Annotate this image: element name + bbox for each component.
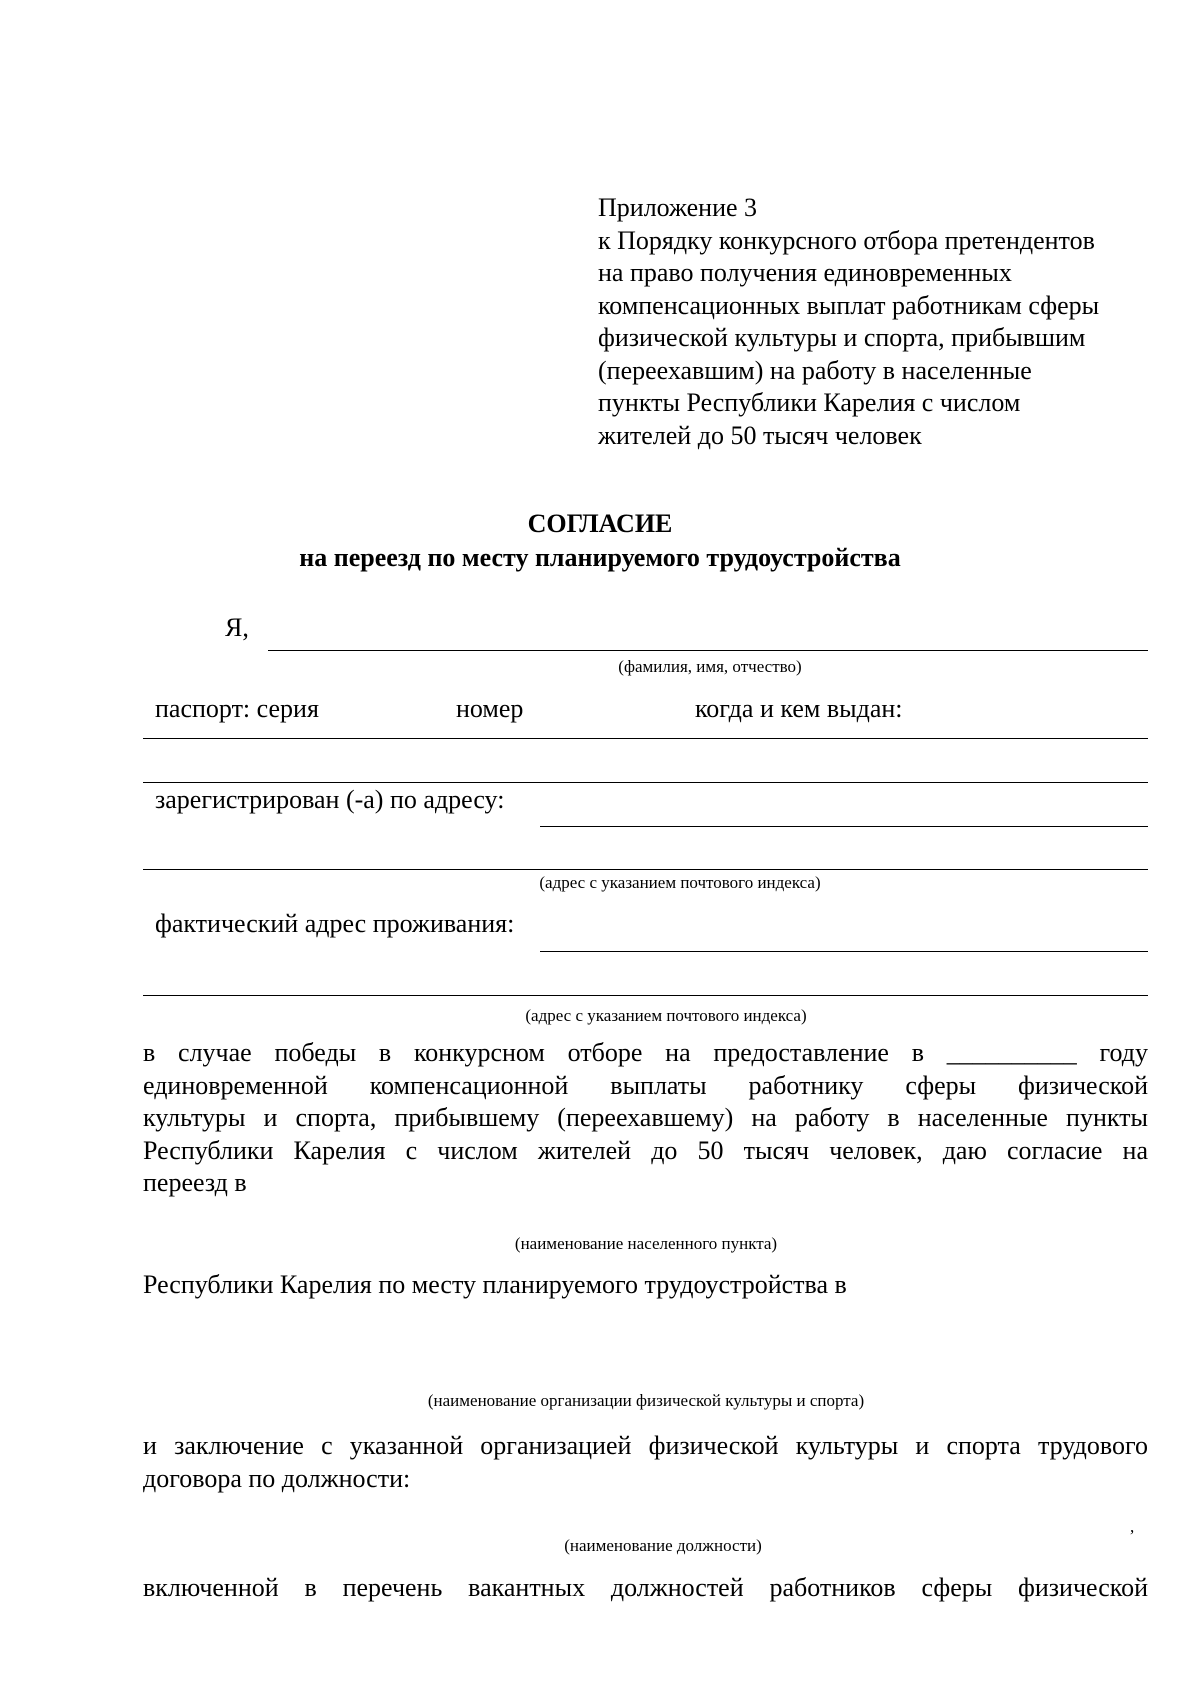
consent-paragraph	[143, 1037, 1148, 1200]
actual-address-caption: (адрес с указанием почтового индекса)	[525, 1006, 807, 1025]
comma-mark: ,	[1130, 1517, 1135, 1536]
paragraph-line: Республики Карелия с числом жителей до 50 тысяч человек, даю согласие на	[143, 1135, 1148, 1165]
organization-caption: (наименование организации физической культуры и спорта)	[427, 1391, 865, 1410]
registered-address-line-2	[143, 869, 1148, 870]
list-paragraph	[143, 1572, 1148, 1605]
paragraph-line: договора по должности:	[143, 1463, 411, 1493]
passport-issued-label: когда и кем выдан:	[695, 694, 903, 723]
paragraph-line: включенной в перечень вакантных должностей работников сферы физической	[143, 1573, 1148, 1602]
appendix-line: жителей до 50 тысяч человек	[598, 420, 922, 450]
region-paragraph: Республики Карелия по месту планируемого трудоустройства в	[143, 1270, 847, 1299]
fio-field-line	[268, 650, 1148, 651]
actual-address-line	[540, 951, 1148, 952]
settlement-caption: (наименование населенного пункта)	[514, 1234, 778, 1253]
i-label: Я,	[225, 613, 249, 642]
registered-address-caption: (адрес с указанием почтового индекса)	[539, 873, 821, 892]
appendix-block	[598, 192, 1158, 452]
position-caption: (наименование должности)	[564, 1536, 762, 1555]
passport-field-line	[143, 738, 1148, 739]
appendix-line: пункты Республики Карелия с числом	[598, 388, 1021, 417]
passport-number-label: номер	[456, 694, 524, 723]
document-title: СОГЛАСИЕ	[527, 509, 673, 538]
registered-address-label: зарегистрирован (-а) по адресу:	[155, 785, 505, 814]
actual-address-label: фактический адрес проживания:	[155, 909, 515, 938]
paragraph-line: и заключение с указанной организацией физической культуры и спорта трудового	[143, 1431, 1148, 1460]
paragraph-line: в случае победы в конкурсном отборе на предоставление в __________ году	[143, 1038, 1148, 1067]
appendix-line: физической культуры и спорта, прибывшим	[598, 323, 1086, 352]
appendix-line: к Порядку конкурсного отбора претендентов	[598, 225, 1095, 255]
passport-field-line-2	[143, 782, 1148, 783]
fio-caption: (фамилия, имя, отчество)	[618, 657, 802, 676]
appendix-line: на право получения единовременных	[598, 258, 1012, 287]
passport-series-label: паспорт: серия	[155, 694, 319, 723]
paragraph-line: культуры и спорта, прибывшему (переехавшему) на работу в населенные пункты	[143, 1103, 1148, 1132]
registered-address-line	[540, 826, 1148, 827]
appendix-line: Приложение 3	[598, 193, 758, 222]
appendix-line: компенсационных выплат работникам сферы	[598, 290, 1100, 320]
appendix-line: (переехавшим) на работу в населенные	[598, 355, 1032, 385]
document-subtitle: на переезд по месту планируемого трудоустройства	[299, 543, 901, 572]
paragraph-line: единовременной компенсационной выплаты работнику сферы физической	[143, 1070, 1148, 1100]
paragraph-line: переезд в	[143, 1168, 247, 1197]
actual-address-line-2	[143, 995, 1148, 996]
contract-paragraph	[143, 1430, 1148, 1495]
